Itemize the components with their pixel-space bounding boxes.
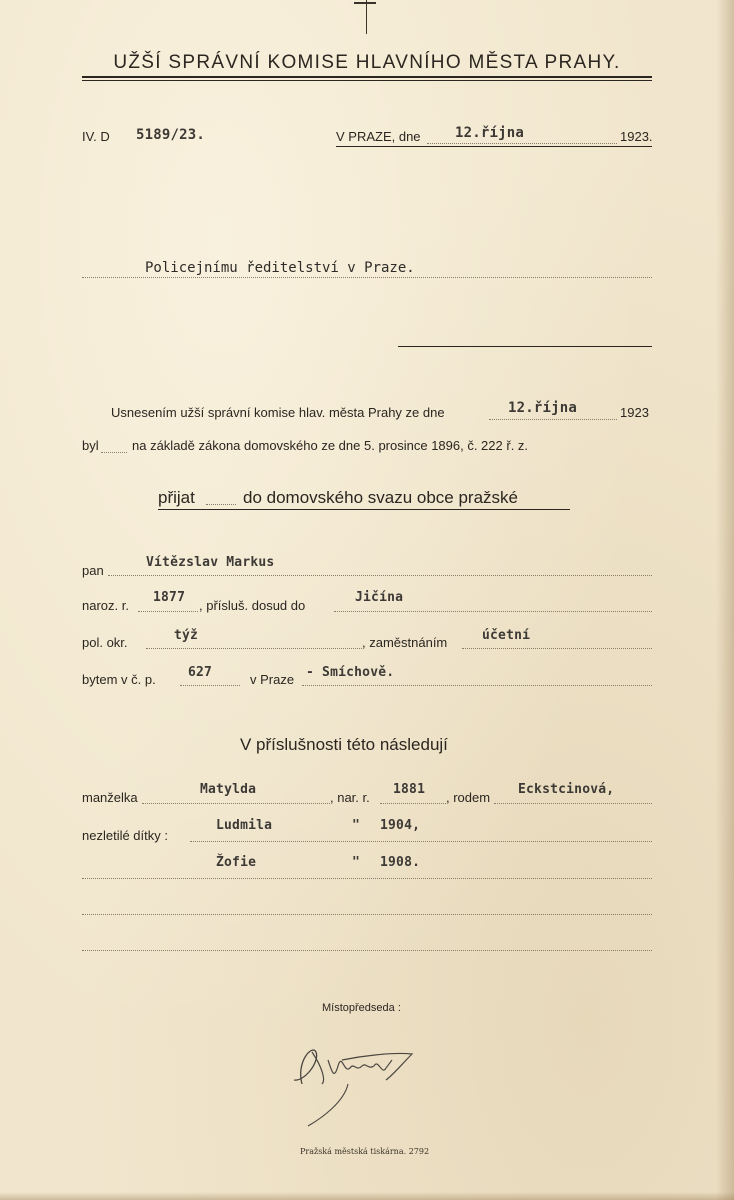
born-year: 1877	[153, 590, 186, 605]
origin-dotted	[334, 611, 652, 612]
accepted-text: do domovského svazu obce pražské	[243, 488, 518, 507]
wife-born-dotted	[380, 803, 446, 804]
child-name: Ludmila	[216, 818, 273, 833]
residence-label: bytem v č. p.	[82, 672, 156, 687]
wife-dotted	[142, 803, 330, 804]
document-title: UŽŠÍ SPRÁVNÍ KOMISE HLAVNÍHO MĚSTA PRAHY.	[113, 52, 621, 73]
paper-edge-right	[716, 0, 734, 1200]
wife-label: manželka	[82, 790, 138, 805]
wife-born-label: , nar. r.	[330, 790, 370, 805]
addressee: Policejnímu ředitelství v Praze.	[145, 260, 415, 276]
accepted-dotted	[206, 504, 236, 505]
issue-date: 12.října	[455, 125, 525, 141]
issue-year: 1923.	[620, 129, 653, 144]
resolution-date-dotted	[489, 419, 617, 420]
reference-label: IV. D	[82, 129, 110, 144]
child-year: 1908.	[380, 855, 421, 870]
resolution-date: 12.října	[508, 400, 578, 416]
place-date-label: V PRAZE, dne	[336, 129, 421, 144]
reference-number: 5189/23.	[136, 127, 206, 143]
child-ditto: "	[352, 818, 361, 833]
addressee-dotted-line	[82, 277, 652, 278]
district-label: pol. okr.	[82, 635, 128, 650]
printer-imprint: Pražská městská tiskárna. 2792	[300, 1147, 430, 1156]
origin-town: Jičína	[355, 590, 404, 605]
district-dotted	[146, 648, 362, 649]
resolution-year: 1923	[620, 405, 649, 420]
children-label: nezletilé dítky :	[82, 828, 168, 843]
accepted-underline	[158, 509, 570, 510]
wife-name: Matylda	[200, 782, 257, 797]
family-heading: V příslušnosti této následují	[240, 735, 448, 754]
child-ditto: "	[352, 855, 361, 870]
wife-born-year: 1881	[393, 782, 426, 797]
child-name: Žofie	[216, 855, 257, 870]
signature	[282, 1022, 422, 1132]
title-rule-secondary	[82, 80, 652, 81]
byl-dotted	[101, 452, 127, 453]
fold-mark-tick	[354, 2, 376, 4]
law-text: na základě zákona domovského ze dne 5. prosince 1896, č. 222 ř. z.	[132, 438, 529, 453]
accepted-label: přijat	[158, 488, 195, 507]
maiden-name: Eckstcinová,	[518, 782, 615, 797]
blank-dotted-line-2	[82, 950, 652, 951]
paper-edge-bottom	[0, 1192, 734, 1200]
district-value: týž	[174, 628, 199, 643]
name-dotted-line	[108, 575, 652, 576]
born-label: naroz. r.	[82, 598, 129, 613]
addressee-rule	[398, 346, 652, 347]
children-dotted-2	[82, 878, 652, 879]
occupation-value: účetní	[482, 628, 531, 643]
occupation-label: , zaměstnáním	[362, 635, 448, 650]
fold-mark	[366, 0, 367, 34]
pan-label: pan	[82, 563, 104, 578]
date-dotted-line	[427, 143, 617, 144]
date-underline	[336, 146, 652, 147]
city-label: v Praze	[250, 672, 295, 687]
child-year: 1904,	[380, 818, 421, 833]
byl-label: byl	[82, 438, 99, 453]
city-district: - Smíchově.	[306, 665, 395, 680]
resolution-text: Usnesením užší správní komise hlav. města Prahy ze dne	[111, 405, 445, 420]
house-number-dotted	[180, 685, 240, 686]
title-rule	[82, 76, 652, 78]
house-number: 627	[188, 665, 213, 680]
origin-label: , přísluš. dosud do	[199, 598, 306, 613]
maiden-dotted	[494, 803, 652, 804]
person-name: Vítězslav Markus	[146, 555, 275, 570]
occupation-dotted	[462, 648, 652, 649]
blank-dotted-line-1	[82, 914, 652, 915]
city-dotted	[302, 685, 652, 686]
children-dotted-1	[190, 841, 652, 842]
signatory-label: Místopředseda :	[322, 1002, 401, 1014]
maiden-label: , rodem	[446, 790, 491, 805]
born-dotted	[138, 611, 198, 612]
